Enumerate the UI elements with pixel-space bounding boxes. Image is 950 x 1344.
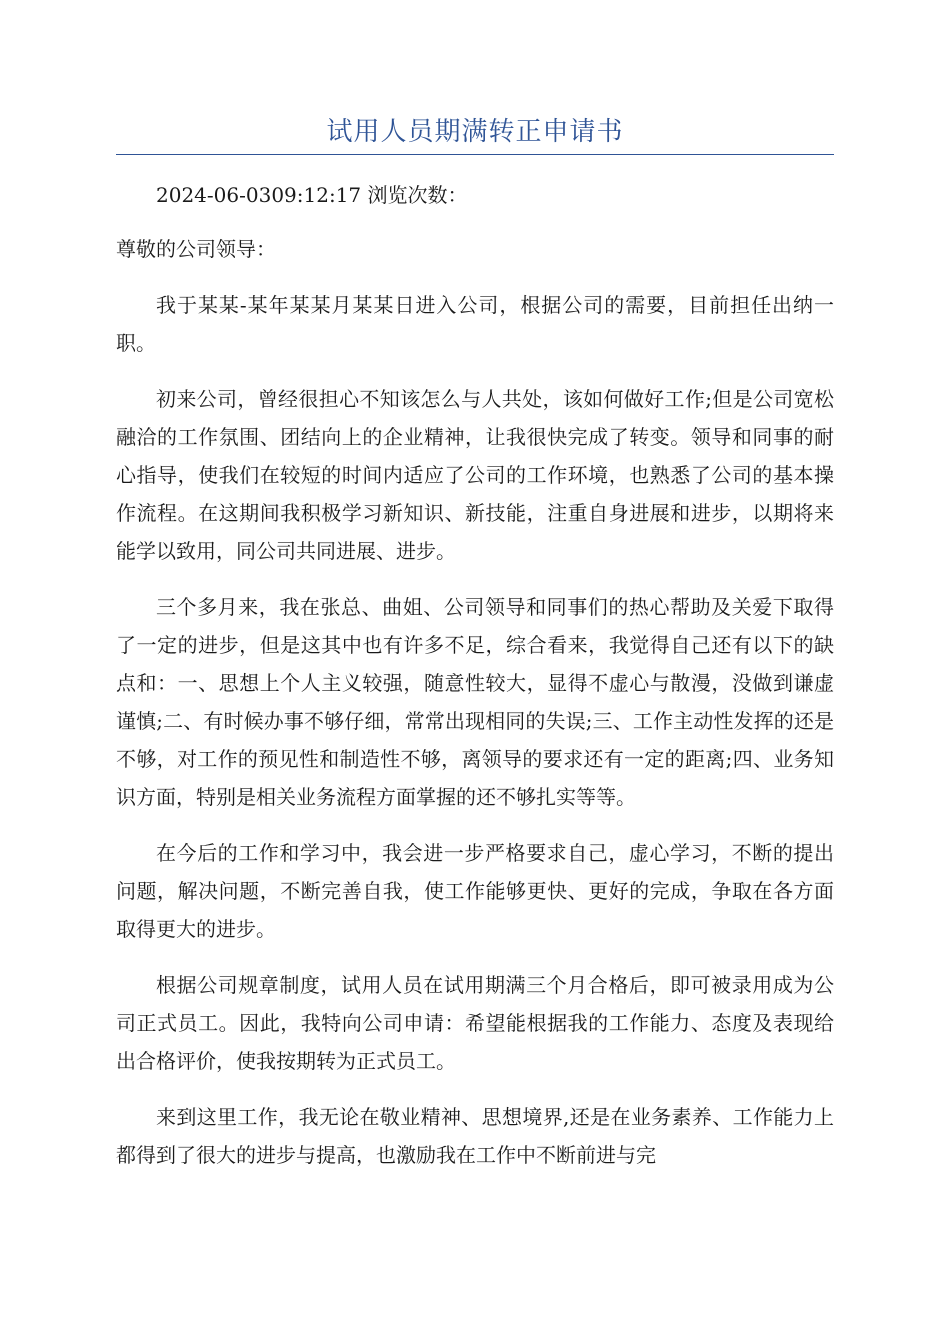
paragraph-4: 在今后的工作和学习中，我会进一步严格要求自己，虚心学习，不断的提出问题，解决问题，不断完善自我，使工作能够更快、更好的完成，争取在各方面取得更大的进步。 [116, 841, 834, 941]
document-title: 试用人员期满转正申请书 [326, 117, 624, 147]
salutation: 尊敬的公司领导： [116, 237, 276, 261]
paragraph-6: 来到这里工作，我无论在敬业精神、思想境界,还是在业务素养、工作能力上都得到了很大的进步与提高，也激励我在工作中不断前进与完 [116, 1105, 834, 1167]
paragraph-2: 初来公司，曾经很担心不知该怎么与人共处，该如何做好工作;但是公司宽松融洽的工作氛围、团结向上的企业精神，让我很快完成了转变。领导和同事的耐心指导，使我们在较短的时间内适应了公司的工作环境，也熟悉了公司的基本操作流程。在这期间我积极学习新知识、新技能，注重自身进展和进步，以期将来能学以致用，同公司共同进展、进步。 [116, 387, 834, 563]
document-body [116, 176, 834, 1192]
paragraph-1: 我于某某-某年某某月某某日进入公司，根据公司的需要，目前担任出纳一职。 [116, 293, 834, 355]
title-underline [116, 154, 834, 155]
paragraph-5: 根据公司规章制度，试用人员在试用期满三个月合格后，即可被录用成为公司正式员工。因此，我特向公司申请：希望能根据我的工作能力、态度及表现给出合格评价，使我按期转为正式员工。 [116, 973, 834, 1073]
publish-meta: 2024-06-0309:12:17 浏览次数： [156, 183, 468, 207]
paragraph-3: 三个多月来，我在张总、曲姐、公司领导和同事们的热心帮助及关爱下取得了一定的进步，但是这其中也有许多不足，综合看来，我觉得自己还有以下的缺点和：一、思想上个人主义较强，随意性较大，显得不虚心与散漫，没做到谦虚谨慎;二、有时候办事不够仔细，常常出现相同的失误;三、工作主动性发挥的还是不够，对工作的预见性和制造性不够，离领导的要求还有一定的距离;四、业务知识方面，特别是相关业务流程方面掌握的还不够扎实等等。 [116, 595, 834, 809]
